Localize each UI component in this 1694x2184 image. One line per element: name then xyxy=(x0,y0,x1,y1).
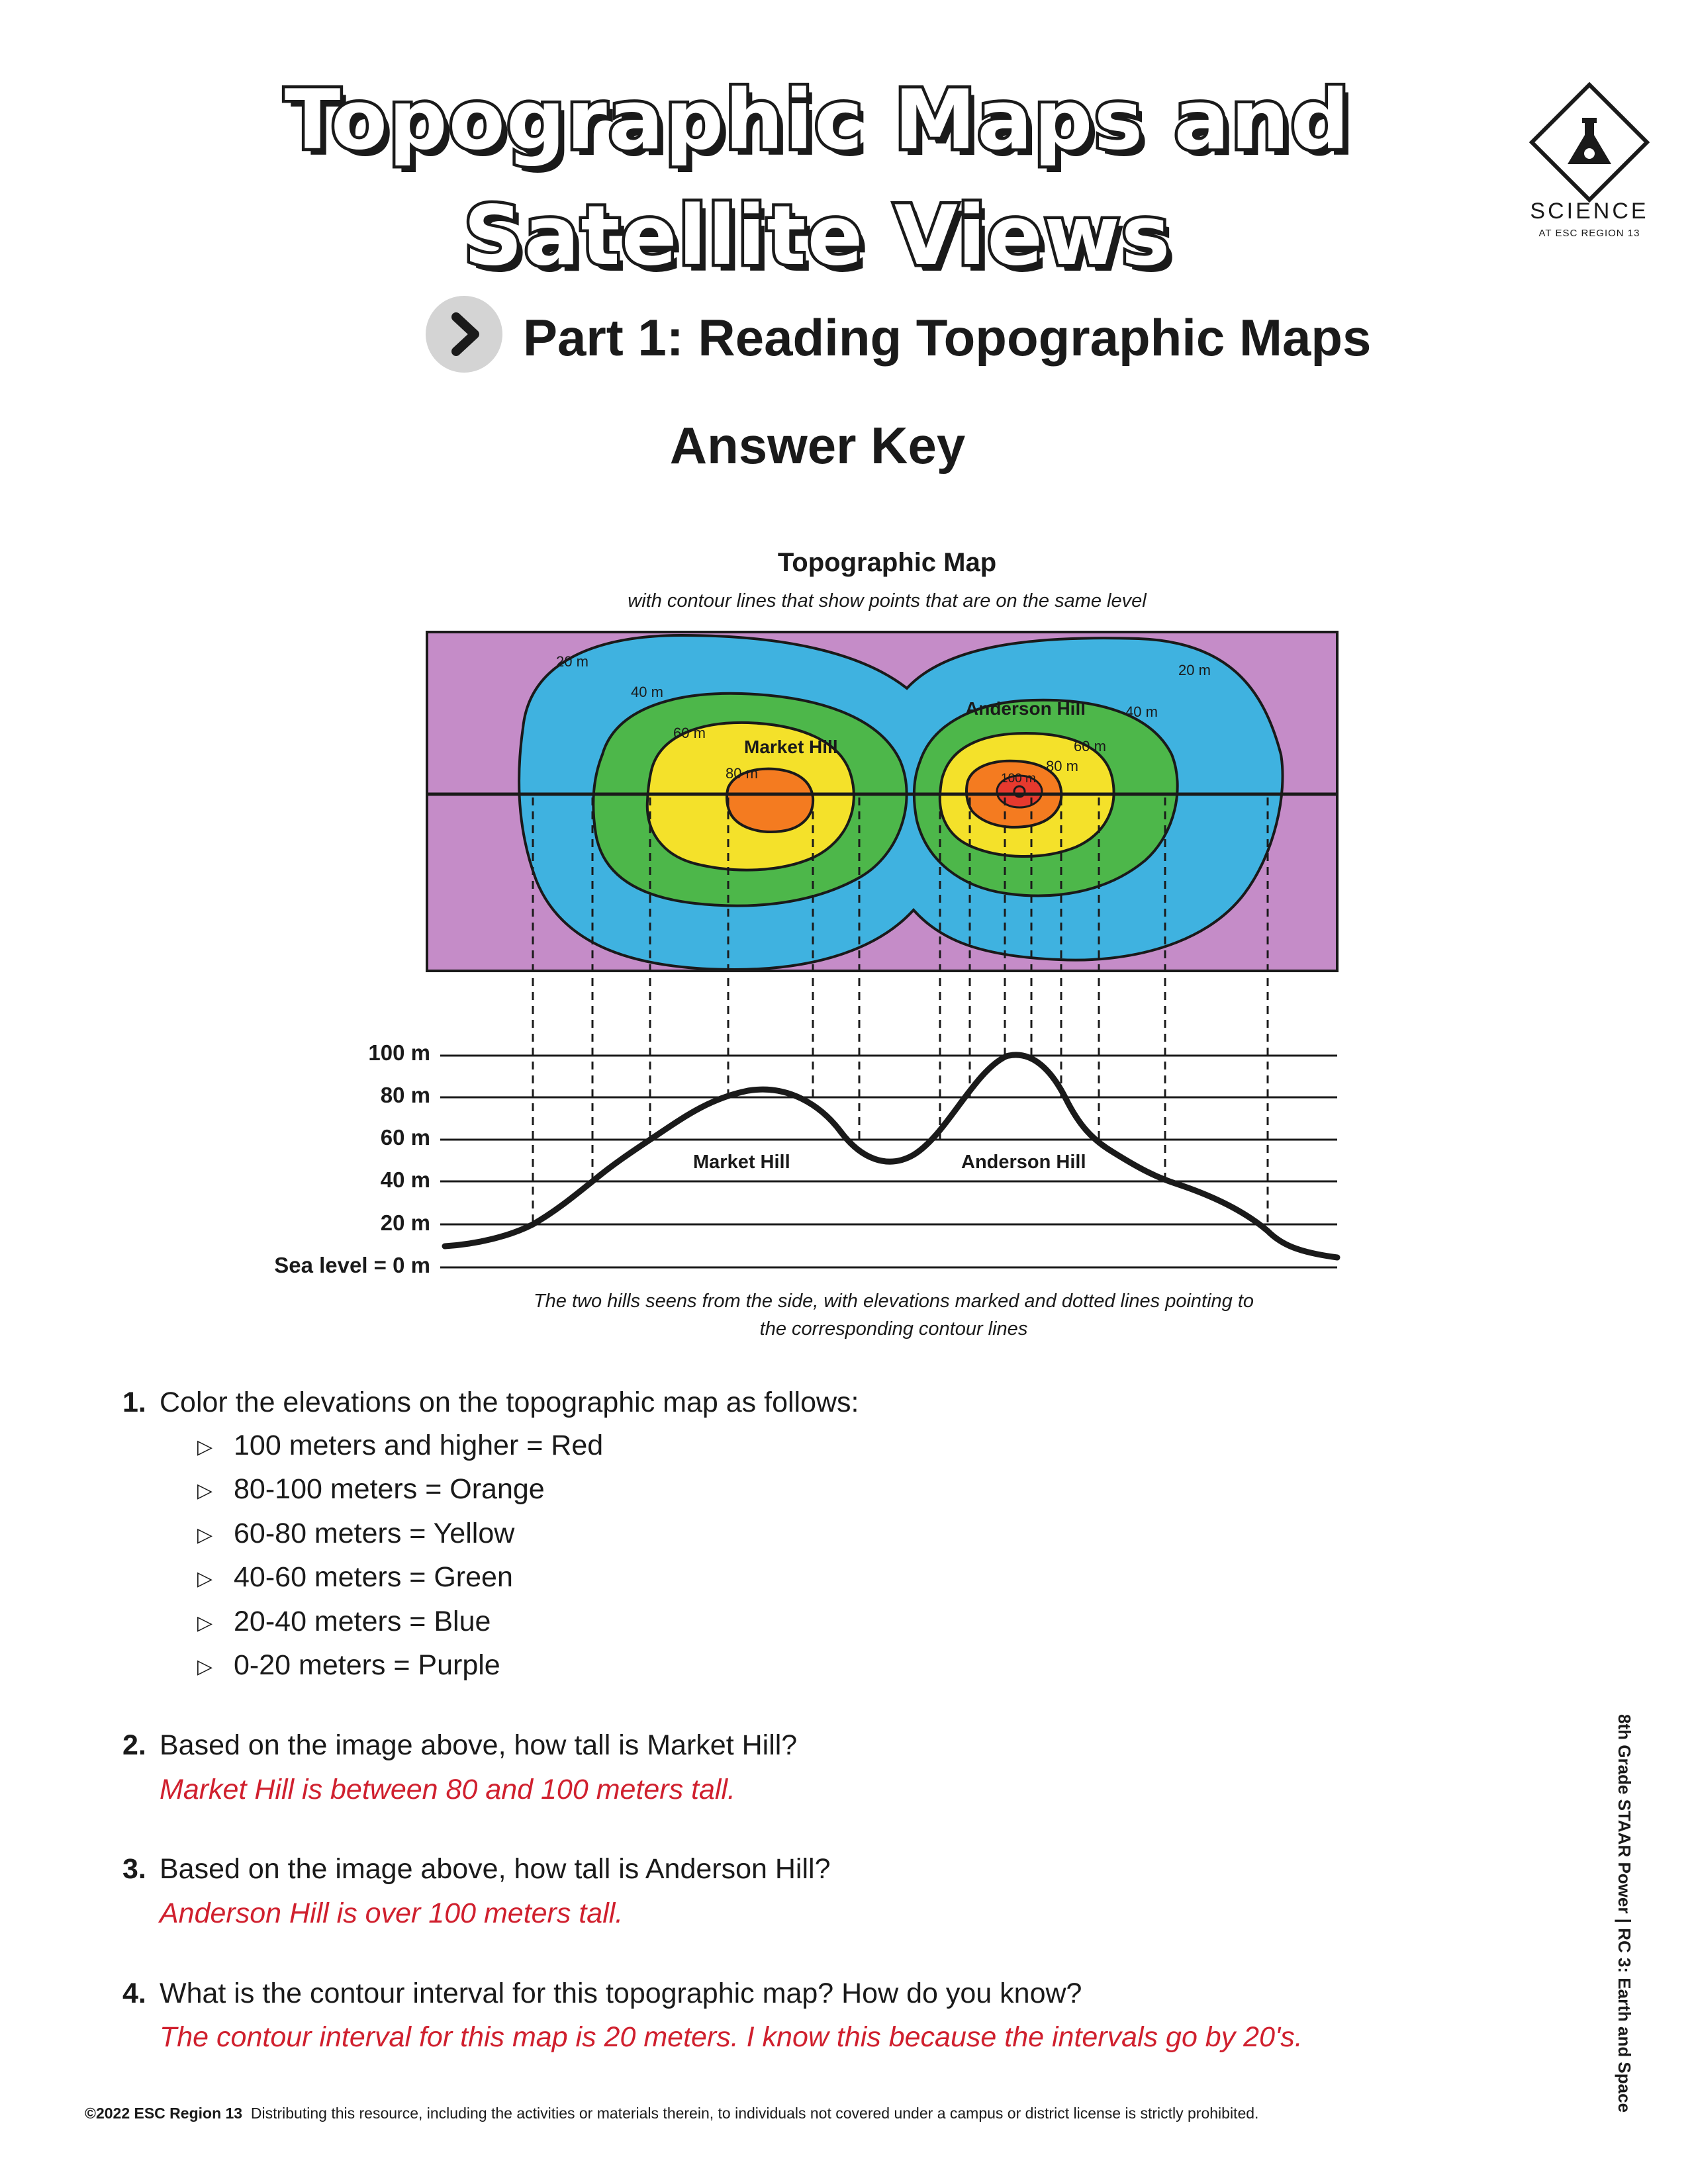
figure-caption-line-2: the corresponding contour lines xyxy=(759,1318,1028,1340)
triangle-bullet-icon: ▷ xyxy=(197,1480,213,1502)
map-label-20m-right: 20 m xyxy=(1178,662,1211,678)
question-2: 2. Based on the image above, how tall is Market Hill? xyxy=(122,1729,798,1761)
triangle-bullet-icon: ▷ xyxy=(197,1568,213,1590)
map-label-market-hill: Market Hill xyxy=(744,737,838,757)
elevation-profile-curve xyxy=(445,1055,1337,1257)
footer-notice: Distributing this resource, including the activities or materials therein, to individuals not covered under a campus or district license is strictly prohibited. xyxy=(250,2105,1259,2122)
triangle-bullet-icon: ▷ xyxy=(197,1656,213,1678)
answer-2: Market Hill is between 80 and 100 meters tall. xyxy=(160,1774,735,1805)
list-item: ▷ 80-100 meters = Orange xyxy=(197,1473,545,1505)
map-label-80m-left: 80 m xyxy=(726,765,758,782)
profile-label-80m: 80 m xyxy=(380,1083,430,1107)
answer-3: Anderson Hill is over 100 meters tall. xyxy=(160,1897,624,1929)
question-4: 4. What is the contour interval for this topographic map? How do you know? xyxy=(122,1978,1082,2009)
title-line-1: Topographic Maps and xyxy=(284,73,1351,168)
figure-subtitle: with contour lines that show points that are on the same level xyxy=(628,590,1147,612)
profile-label-20m: 20 m xyxy=(380,1210,430,1235)
footer xyxy=(85,2105,1258,2122)
map-label-20m-left: 20 m xyxy=(556,653,588,670)
figure-caption-line-1: The two hills seens from the side, with elevations marked and dotted lines pointing to xyxy=(533,1291,1254,1312)
profile-label-anderson-hill: Anderson Hill xyxy=(961,1152,1086,1173)
map-label-60m-right: 60 m xyxy=(1074,738,1106,754)
sidebar-course-label: 8th Grade STAAR Power | RC 3: Earth and Space xyxy=(1615,1714,1634,2113)
list-item: ▷ 0-20 meters = Purple xyxy=(197,1649,500,1681)
map-label-80m-right: 80 m xyxy=(1046,758,1078,774)
profile-label-sea-level: Sea level = 0 m xyxy=(274,1253,430,1277)
map-label-60m-left: 60 m xyxy=(673,725,706,741)
map-label-40m-right: 40 m xyxy=(1125,704,1158,720)
map-label-40m-left: 40 m xyxy=(631,684,663,700)
answer-key-heading: Answer Key xyxy=(669,416,966,475)
logo-text: SCIENCE xyxy=(1530,199,1649,224)
logo-subtext: AT ESC REGION 13 xyxy=(1538,228,1640,239)
title-line-2: Satellite Views xyxy=(463,189,1172,284)
answer-4: The contour interval for this map is 20 meters. I know this because the intervals go by 20's. xyxy=(160,2021,1303,2053)
profile-label-40m: 40 m xyxy=(380,1167,430,1192)
list-item: ▷ 20-40 meters = Blue xyxy=(197,1606,491,1637)
triangle-bullet-icon: ▷ xyxy=(197,1436,213,1459)
list-item: ▷ 40-60 meters = Green xyxy=(197,1561,513,1593)
map-label-anderson-hill: Anderson Hill xyxy=(965,698,1086,719)
triangle-bullet-icon: ▷ xyxy=(197,1612,213,1635)
profile-label-market-hill: Market Hill xyxy=(693,1152,790,1173)
list-item: ▷ 60-80 meters = Yellow xyxy=(197,1518,515,1549)
triangle-bullet-icon: ▷ xyxy=(197,1524,213,1547)
profile-label-60m: 60 m xyxy=(380,1125,430,1150)
map-label-100m-right: 100 m xyxy=(1001,772,1036,786)
figure-title: Topographic Map xyxy=(777,548,997,577)
footer-copyright: ©2022 ESC Region 13 xyxy=(85,2105,243,2122)
part-heading: Part 1: Reading Topographic Maps xyxy=(523,308,1372,367)
question-1: 1. Color the elevations on the topographic map as follows: xyxy=(122,1387,859,1418)
question-3: 3. Based on the image above, how tall is Anderson Hill? xyxy=(122,1853,831,1885)
list-item: ▷ 100 meters and higher = Red xyxy=(197,1430,604,1461)
profile-label-100m: 100 m xyxy=(368,1040,430,1065)
